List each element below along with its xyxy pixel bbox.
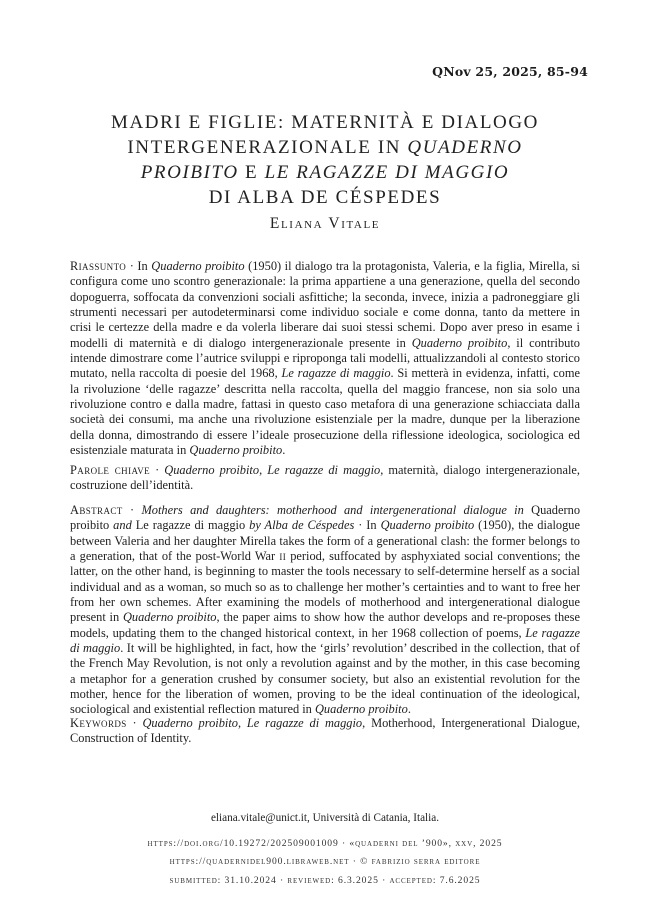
abstract-paragraph: Abstract · Mothers and daughters: motherhood and intergenerational dialogue in Quaderno proibito and Le ragazze di maggio by Alba de Céspedes · In Quaderno proibito (1950), the dialogue between Valeria and her daughter Mirella takes the form of a generational clash: the former belongs to a generation, that of the post-World War ii period, suffocated by asphyxiated social conventions; the latter, on the other hand, is beginning to master the tools necessary to self-determine herself as a social individual and as a woman, so much so as to challenge her mother’s certainties and to want to free her from her own schemes. After examining the models of motherhood and intergenerational dialogue present in Quaderno proibito, the paper aims to show how the author develops and re-proposes these models, updating them to the changed historical context, in her 1968 collection of poems, Le ragazze di maggio. It will be highlighted, in fact, how the ‘girls’ revolution’ described in the collection, that of the French May Revolution, is not only a revolution against and by the mother, in this case becoming a metaphor for a generation crushed by consumer society, but also an existential revolution for the mother, hence for the liberation of women, proving to be the ideal continuation of the ideological, sociological and existential reflection matured in Quaderno proibito. (70, 503, 581, 717)
parole-chiave-label: Parole chiave (70, 463, 150, 477)
doi-line: https://doi.org/10.19272/202509001009 · «quaderni del ’900», xxv, 2025 (147, 838, 503, 849)
publisher-url-line: https://quadernidel900.libraweb.net · © fabrizio serra editore (169, 856, 481, 867)
title-line-2: INTERGENERAZIONALE IN QUADERNO (127, 137, 523, 158)
title-line-3: PROIBITO E LE RAGAZZE DI MAGGIO (140, 162, 510, 183)
article-title (70, 110, 580, 210)
title-line-1: MADRI E FIGLIE: MATERNITÀ E DIALOGO (110, 112, 540, 133)
submission-dates-line: submitted: 31.10.2024 · reviewed: 6.3.2025 · accepted: 7.6.2025 (169, 875, 481, 886)
keywords-paragraph: Keywords · Quaderno proibito, Le ragazze di maggio, Motherhood, Intergenerational Dialogue, Construction of Identity. (70, 716, 580, 746)
riassunto-paragraph: Riassunto · In Quaderno proibito (1950) il dialogo tra la protagonista, Valeria, e la figlia, Mirella, si configura come uno scontro generazionale: la prima appartiene a una generazione, quella del secondo dopoguerra, soffocata da convenzioni sociali asfittiche; la seconda, invece, inizia a padroneggiare gli strumenti necessari per autodeterminarsi come individuo sociale e come donna, tanto da mettere in crisi le certezze della madre e da volerla liberare dai suoi stessi schemi. Dopo aver preso in esame i modelli di maternità e di dialogo intergenerazionale presente in Quaderno proibito, il contributo intende dimostrare come l’autrice sviluppi e riproponga tali modelli, attualizzandoli al contesto storico mutato, nella raccolta di poesie del 1968, Le ragazze di maggio. Si metterà in evidenza, infatti, come la rivoluzione ‘delle ragazze’ descritta nella raccolta, quella del maggio francese, non sia solo una rivoluzione contro e dalla madre, fattasi in questo caso metafora di una generazione schiacciata dalla società dei consumi, ma anche una rivoluzione esistenziale per la madre, dunque per la liberazione della donna, dimostrando di essere l’ideale prosecuzione della riflessione ideologica, sociologica ed esistenziale maturata in Quaderno proibito. (70, 259, 581, 458)
author-name: Eliana Vitale (269, 215, 381, 232)
keywords-label: Keywords (70, 716, 127, 730)
abstract-label: Abstract (70, 503, 123, 517)
author-affiliation: eliana.vitale@unict.it, Università di Catania, Italia. (210, 812, 440, 824)
journal-reference: QNov 25, 2025, 85-94 (432, 64, 588, 79)
title-line-4: DI ALBA DE CÉSPEDES (208, 187, 442, 208)
parole-chiave-paragraph: Parole chiave · Quaderno proibito, Le ragazze di maggio, maternità, dialogo intergenerazionale, costruzione dell’identità. (70, 463, 580, 493)
riassunto-label: Riassunto (70, 259, 127, 273)
